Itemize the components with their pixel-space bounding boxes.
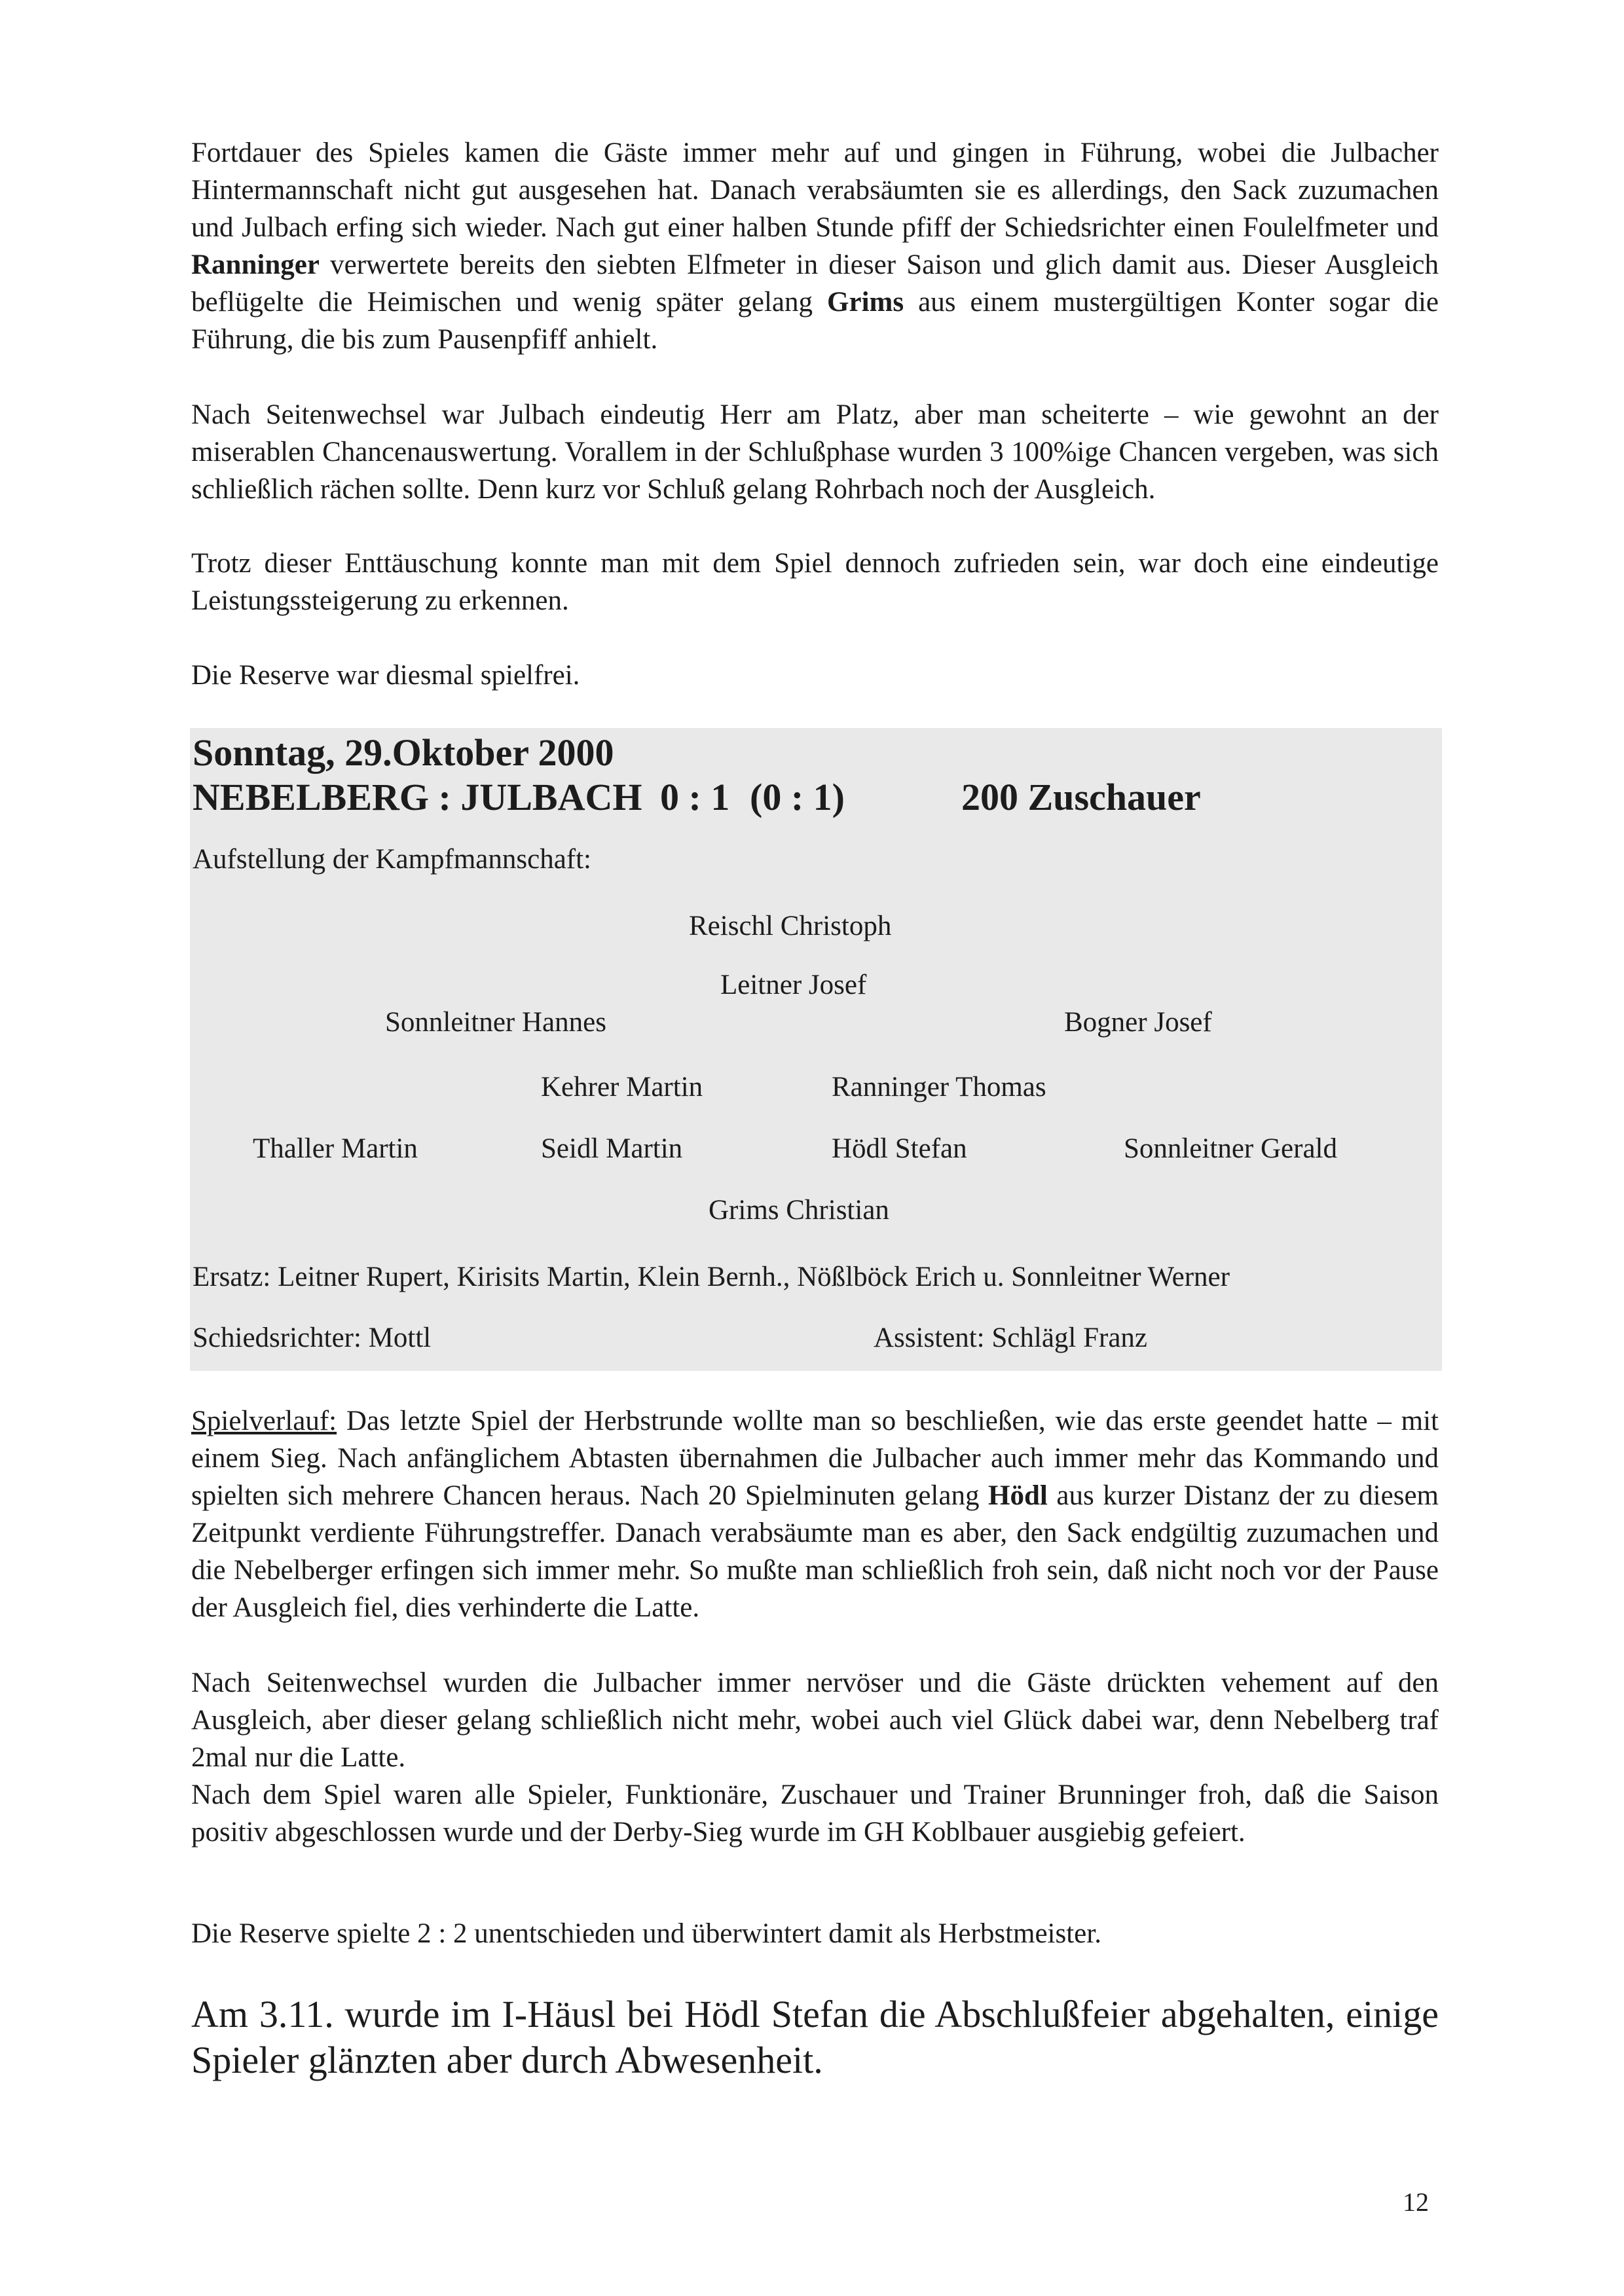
text-run: aus kurzer Distanz der zu diesem Zeitpunkt verdiente Führungstreffer. Danach verabsäumte man es aber, den Sack endgültig zuzumachen und die Nebelberger erfingen sich immer mehr. So mußte man schließlich froh sein, daß nicht noch vor der Pause der Ausgleich fiel, dies verhinderte die Latte.: [191, 1480, 1439, 1623]
text-run: Fortdauer des Spieles kamen die Gäste immer mehr auf und gingen in Führung, wobei die Julbacher Hintermannschaft nicht gut ausgesehen hat. Danach verabsäumten sie es allerdings, den Sack zuzumachen und Julbach erfing sich wieder. Nach gut einer halben Stunde pfiff der Schiedsrichter einen Foulelfmeter und: [191, 137, 1439, 243]
player-midfield-5: Hödl Stefan: [832, 1133, 967, 1164]
match-spectators: 200 Zuschauer: [961, 776, 1201, 818]
match-halftime: (0 : 1): [750, 776, 845, 818]
player-defender-left: Sonnleitner Hannes: [385, 1007, 606, 1038]
bold-name-grims: Grims: [827, 287, 904, 318]
text-run: Das letzte Spiel der Herbstrunde wollte man so beschließen, wie das erste geendet hatte – mit einem Sieg. Nach anfänglichem Abtasten übernahmen die Julbacher auch immer mehr das Kommando und spielten sich mehrere Chancen heraus. Nach 20 Spielminuten gelang: [191, 1406, 1439, 1511]
player-midfield-3: Thaller Martin: [253, 1133, 418, 1164]
report-paragraph-conclusion: Trotz dieser Enttäuschung konnte man mit dem Spiel dennoch zufrieden sein, war doch eine eindeutige Leistungssteigerung zu erkennen.: [191, 548, 1439, 616]
report-paragraph-second-half: Nach Seitenwechsel war Julbach eindeutig Herr am Platz, aber man scheiterte – wie gewohnt an der miserablen Chancenauswertung. Vorallem in der Schlußphase wurden 3 100%ige Chancen vergeben, was sich schließlich rächen sollte. Denn kurz vor Schluß gelang Rohrbach noch der Ausgleich.: [191, 399, 1439, 505]
player-goalkeeper: Reischl Christoph: [689, 911, 892, 941]
match-teams: NEBELBERG : JULBACH: [193, 776, 642, 818]
bold-name-hoedl: Hödl: [988, 1480, 1048, 1511]
reserve-note: Die Reserve war diesmal spielfrei.: [191, 660, 580, 691]
match-report-celebration: Nach dem Spiel waren alle Spieler, Funktionäre, Zuschauer und Trainer Brunninger froh, daß die Saison positiv abgeschlossen wurde und der Derby-Sieg wurde im GH Koblbauer ausgiebig gefeiert.: [191, 1779, 1439, 1848]
match-info-box: [190, 728, 1442, 1371]
player-midfield-1: Kehrer Martin: [541, 1072, 703, 1102]
report-paragraph-first-half: [191, 134, 1439, 358]
player-midfield-6: Sonnleitner Gerald: [1124, 1133, 1337, 1164]
substitutes-line: Ersatz: Leitner Rupert, Kirisits Martin, Klein Bernh., Nößlböck Erich u. Sonnleitner Werner: [193, 1262, 1230, 1292]
lineup-label: Aufstellung der Kampfmannschaft:: [193, 844, 591, 875]
player-defender-center: Leitner Josef: [720, 970, 867, 1000]
player-midfield-4: Seidl Martin: [541, 1133, 683, 1164]
page-number: 12: [1403, 2187, 1429, 2217]
match-score: 0 : 1: [660, 776, 730, 818]
player-midfield-2: Ranninger Thomas: [832, 1072, 1046, 1102]
match-report-paragraph: [191, 1402, 1439, 1626]
match-report-second-half: Nach Seitenwechsel wurden die Julbacher immer nervöser und die Gäste drückten vehement auf den Ausgleich, aber dieser gelang schließlich nicht mehr, wobei auch viel Glück dabei war, denn Nebelberg traf 2mal nur die Latte.: [191, 1667, 1439, 1773]
match-date: Sonntag, 29.Oktober 2000: [193, 731, 614, 774]
reserve-result: Die Reserve spielte 2 : 2 unentschieden und überwintert damit als Herbstmeister.: [191, 1918, 1101, 1949]
assistant-referee: Assistent: Schlägl Franz: [874, 1322, 1148, 1353]
player-forward: Grims Christian: [709, 1195, 889, 1226]
referee: Schiedsrichter: Mottl: [193, 1322, 432, 1353]
text-run: verwertete bereits den siebten Elfmeter in dieser Saison und glich damit aus. Dieser Ausgleich beflügelte die Heimischen und wenig später gelang: [191, 249, 1439, 318]
text-run: aus einem mustergültigen Konter sogar die Führung, die bis zum Pausenpfiff anhielt.: [191, 287, 1439, 355]
player-defender-right: Bogner Josef: [1064, 1007, 1212, 1038]
match-report-label: Spielverlauf:: [191, 1406, 337, 1436]
bold-name-ranninger: Ranninger: [191, 249, 320, 280]
closing-party-note: Am 3.11. wurde im I-Häusl bei Hödl Stefan die Abschlußfeier abgehalten, einige Spieler glänzten aber durch Abwesenheit.: [191, 1993, 1439, 2081]
